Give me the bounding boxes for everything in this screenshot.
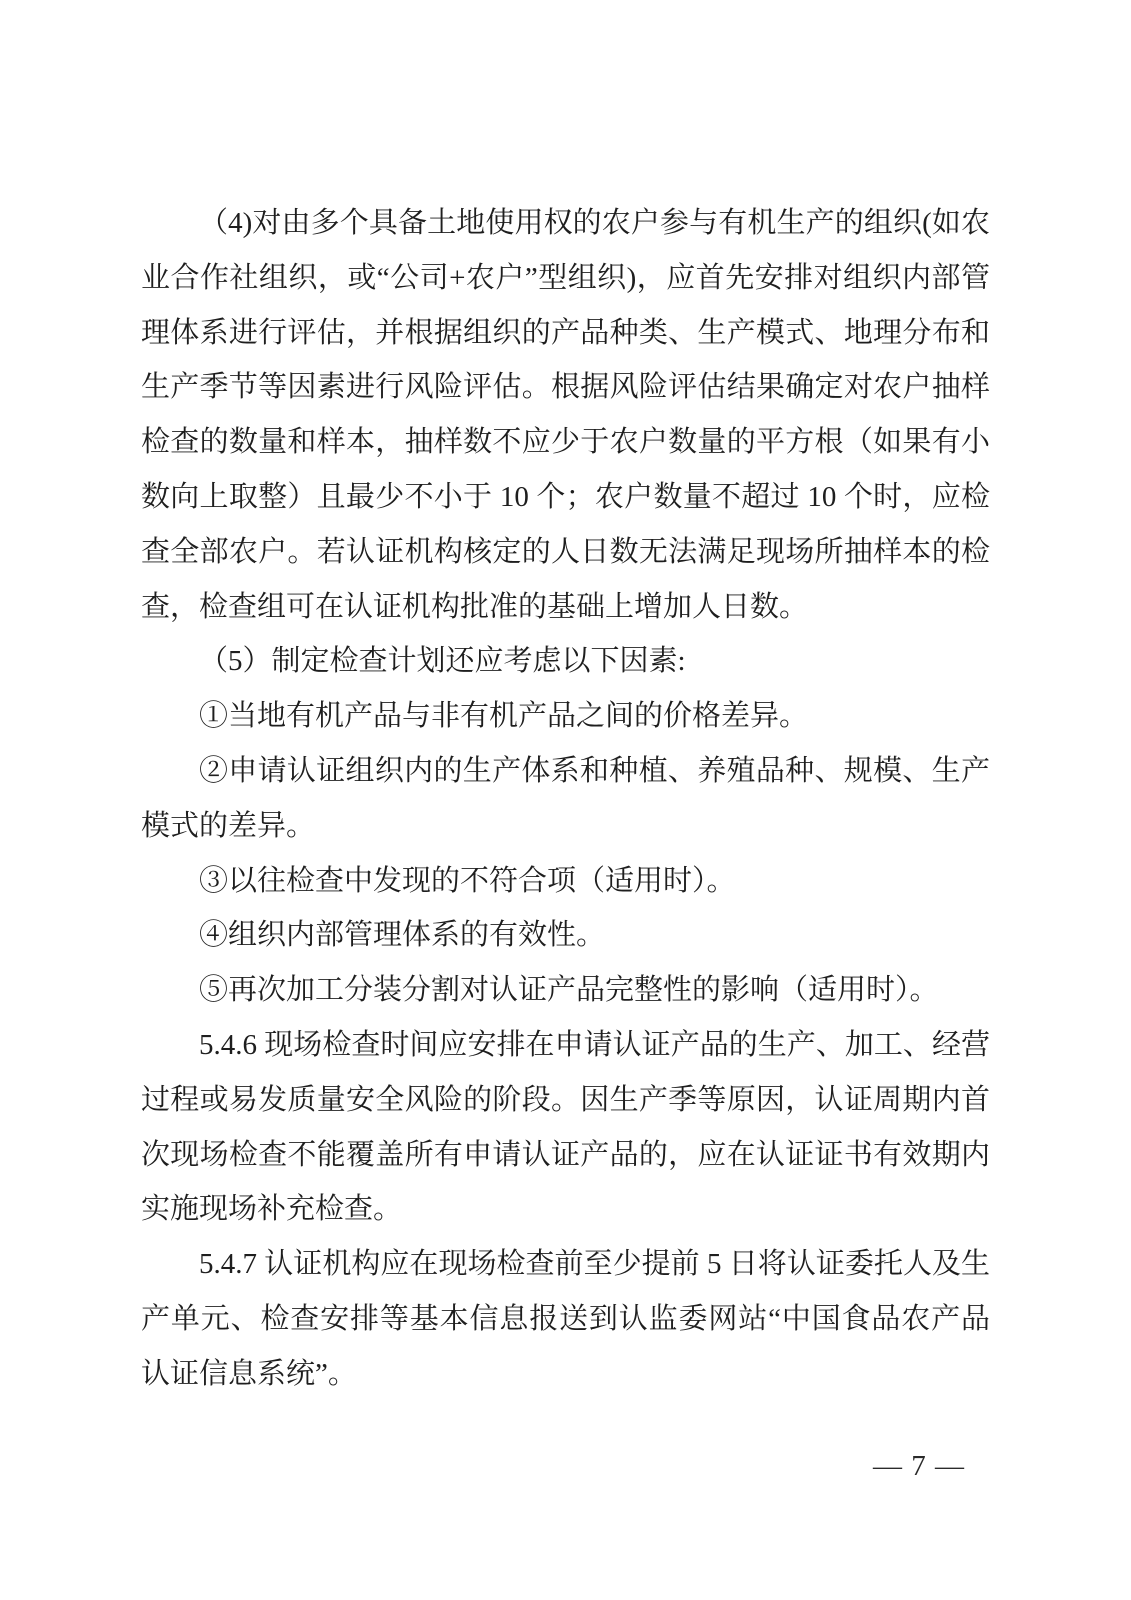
list-item-factor-4: ④组织内部管理体系的有效性。 bbox=[199, 919, 606, 952]
document-body bbox=[141, 196, 990, 1402]
footer-page-number: — 7 — bbox=[873, 1450, 965, 1482]
paragraph-clause-5-4-6: 5.4.6 现场检查时间应安排在申请认证产品的生产、加工、经营过程或易发质量安全风险的阶段。因生产季等原因，认证周期内首次现场检查不能覆盖所有申请认证产品的，应在认证证书有效期内实施现场补充检查。 bbox=[141, 1028, 990, 1226]
list-item-factor-1: ①当地有机产品与非有机产品之间的价格差异。 bbox=[199, 700, 809, 733]
list-item-factor-5: ⑤再次加工分装分割对认证产品完整性的影响（适用时）。 bbox=[199, 974, 939, 1007]
paragraph-item-4: （4)对由多个具备土地使用权的农户参与有机生产的组织(如农业合作社组织，或“公司+农户”型组织)，应首先安排对组织内部管理体系进行评估，并根据组织的产品种类、生产模式、地理分布和生产季节等因素进行风险评估。根据风险评估结果确定对农户抽样检查的数量和样本，抽样数不应少于农户数量的平方根（如果有小数向上取整）且最少不小于 10 个；农户数量不超过 10 个时，应检查全部农户。若认证机构核定的人日数无法满足现场所抽样本的检查，检查组可在认证机构批准的基础上增加人日数。 bbox=[141, 207, 990, 623]
paragraph-item-5: （5）制定检查计划还应考虑以下因素: bbox=[199, 645, 686, 678]
paragraph-clause-5-4-7: 5.4.7 认证机构应在现场检查前至少提前 5 日将认证委托人及生产单元、检查安排等基本信息报送到认监委网站“中国食品农产品认证信息系统”。 bbox=[141, 1248, 990, 1390]
list-item-factor-2: ②申请认证组织内的生产体系和种植、养殖品种、规模、生产模式的差异。 bbox=[141, 754, 990, 842]
list-item-factor-3: ③以往检查中发现的不符合项（适用时）。 bbox=[199, 864, 736, 897]
